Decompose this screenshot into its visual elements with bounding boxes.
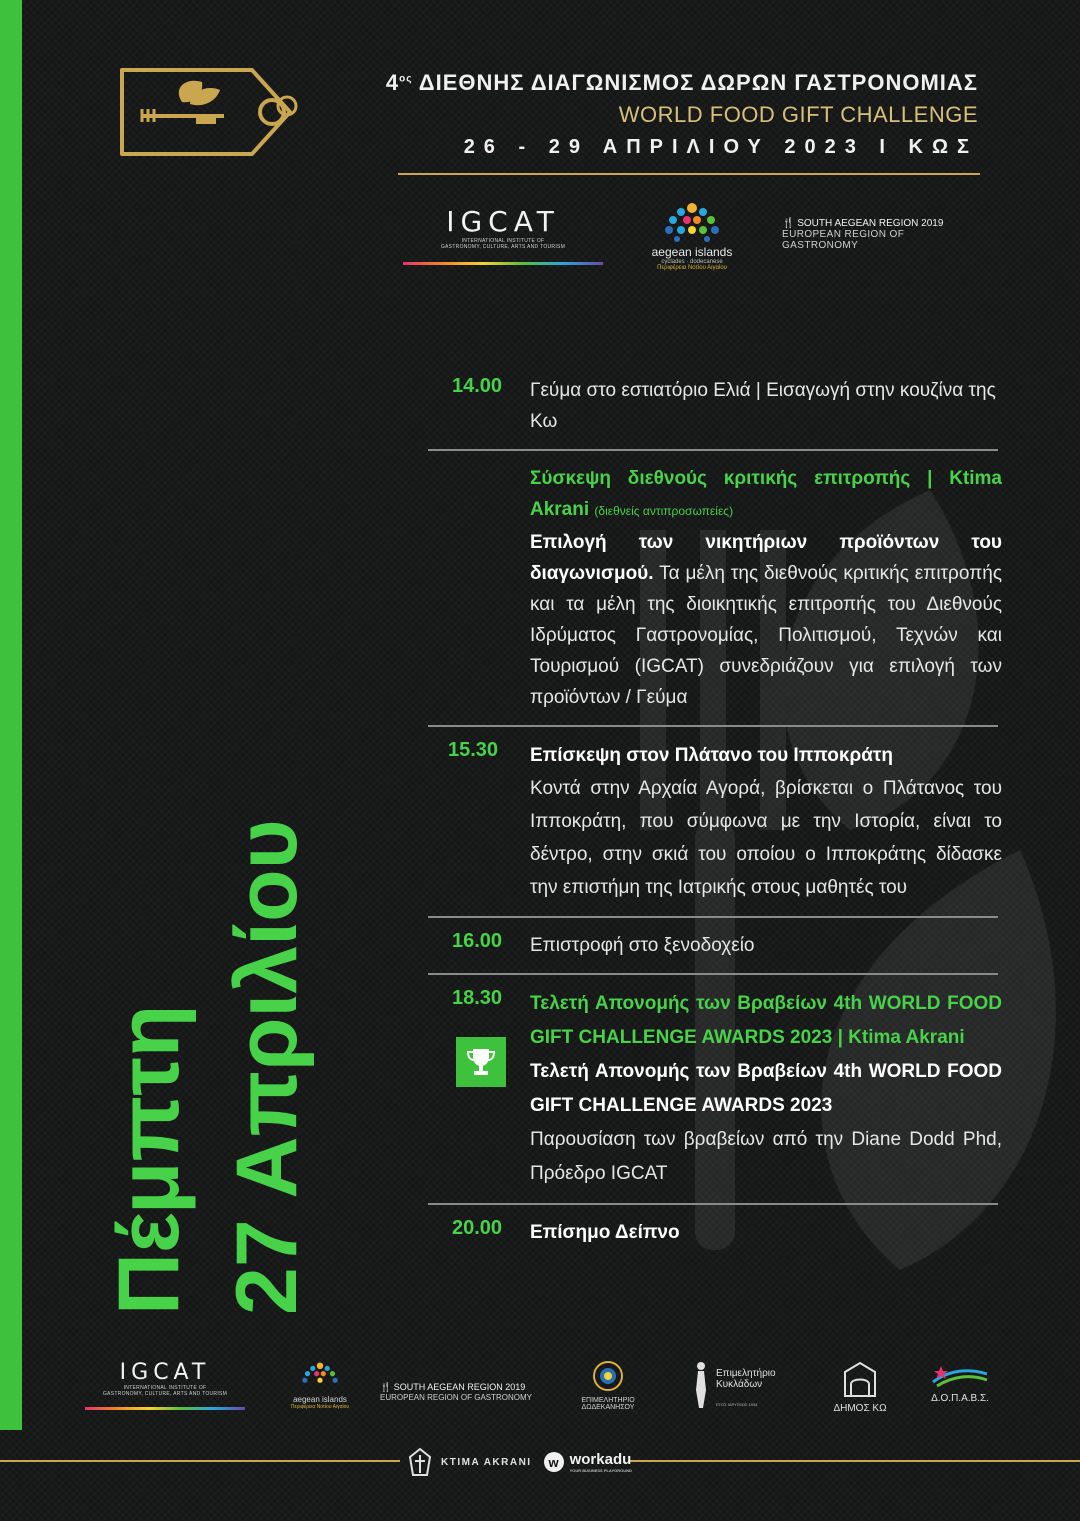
gift-tag-logo-icon — [112, 62, 302, 162]
event-subtitle: WORLD FOOD GIFT CHALLENGE — [618, 102, 978, 127]
schedule-time: 14.00 — [452, 375, 503, 397]
igcat-rainbow-stripe — [85, 1407, 245, 1410]
sponsor-logos — [405, 1447, 635, 1477]
schedule-text: Κοντά στην Αρχαία Αγορά, βρίσκεται ο Πλάτανος του Ιπποκράτη, που σύμφωνα με την Ιστορία, είναι το δέντρο, στην σκιά του οποίου ο Ιπποκράτης δίδασκε την επιστήμη της Ιατρικής στους μαθητές του — [530, 778, 1002, 898]
footer-partners — [80, 1360, 1010, 1420]
event-dates: 26 - 29 ΑΠΡΙΛΙΟΥ 2023 Ι ΚΩΣ — [463, 136, 978, 158]
statue-icon — [690, 1360, 712, 1410]
event-title: $4^{o\varsigma}$ ΔΙΕΘΝΗΣ ΔΙΑΓΩΝΙΣΜΟΣ ΔΩΡΩΝ ΓΑΣΤΡΟΝΟΜΙΑΣ — [385, 70, 978, 95]
castle-emblem-icon — [839, 1360, 881, 1398]
bottom-divider-left — [0, 1460, 400, 1462]
schedule-note: (διεθνείς αντιπροσωπείες) — [594, 504, 734, 518]
schedule-time: 16.00 — [452, 930, 503, 952]
schedule-text: Τα μέλη της διεθνούς κριτικής επιτροπής και τα μέλη της διοικητικής επιτροπής του Διεθνούς Ιδρύματος Γαστρονομίας, Πολιτισμού, Τεχνών και Τουρισμού (IGCAT) συνεδριάζουν για επιλογή των προϊόντων / Γεύμα — [530, 563, 1002, 708]
ktima-akrani-label: KTIMA AKRANI — [441, 1456, 532, 1468]
schedule-text: Επίσημο Δείπνο — [530, 1222, 680, 1243]
schedule-item — [420, 987, 1010, 1191]
schedule — [420, 375, 1010, 1248]
igcat-logo: IGCAT INTERNATIONAL INSTITUTE OF GASTRONOMY, CULTURE, ARTS AND TOURISM — [403, 205, 603, 265]
schedule-title: Τελετή Απονομής των Βραβείων 4th WORLD FOOD GIFT CHALLENGE AWARDS 2023 | Ktima Akrani — [530, 993, 1002, 1048]
schedule-bold: Τελετή Απονομής των Βραβείων 4th WORLD FOOD GIFT CHALLENGE AWARDS 2023 — [530, 1061, 1002, 1116]
schedule-divider — [428, 1203, 998, 1205]
fork-leaf-icon: 🍴 — [782, 218, 795, 229]
aegean-dots-icon — [297, 1360, 343, 1390]
schedule-divider — [428, 973, 998, 975]
aegean-islands-logo: aegean islands cyclades · dodecanese Περιφέρεια Νοτίου Αιγαίου — [642, 200, 742, 271]
footer-aegean-logo: aegean islands Περιφέρεια Νοτίου Αιγαίου — [280, 1360, 360, 1410]
footer-dimos-ko-logo: ΔΗΜΟΣ ΚΩ — [825, 1360, 895, 1414]
workadu-icon: w — [544, 1452, 564, 1472]
ktima-akrani-emblem-icon — [405, 1447, 435, 1477]
schedule-time: 20.00 — [452, 1217, 503, 1239]
header-divider — [398, 173, 980, 175]
chamber-seal-icon — [592, 1360, 624, 1392]
footer-south-aegean-logo: 🍴 SOUTH AEGEAN REGION 2019 EUROPEAN REGION OF GASTRONOMY — [380, 1382, 533, 1402]
schedule-item — [420, 930, 1010, 961]
aegean-dots-icon — [657, 200, 727, 244]
footer-epimelitirio-kykladon-logo: Επιμελητήριο Κυκλάδων ΕΤΟΣ ΙΔΡΥΣΕΩΣ 1934 — [690, 1360, 790, 1410]
star-swoosh-icon — [929, 1360, 991, 1388]
fork-leaf-icon: 🍴 — [380, 1382, 392, 1392]
schedule-time: 18.30 — [452, 987, 503, 1009]
schedule-text: Γεύμα στο εστιατόριο Ελιά | Εισαγωγή στην κουζίνα της Κω — [530, 380, 996, 432]
day-title: Πέμπτη 27 Απριλίου — [101, 819, 315, 1315]
schedule-text: Επιστροφή στο ξενοδοχείο — [530, 935, 755, 956]
schedule-divider — [428, 449, 998, 451]
footer-epimelitirio-dodekanisou-logo: ΕΠΙΜΕΛΗΤΗΡΙΟ ΔΩΔΕΚΑΝΗΣΟΥ — [568, 1360, 648, 1411]
trophy-icon — [456, 1037, 506, 1087]
schedule-item — [420, 1217, 1010, 1248]
workadu-logo: workadu YOUR BUSINESS PLAYGROUND — [569, 1451, 632, 1473]
schedule-title: Σύσκεψη διεθνούς κριτικής επιτροπής | Ktima Akrani — [530, 468, 1002, 520]
igcat-rainbow-stripe — [403, 262, 603, 265]
schedule-item — [420, 463, 1010, 713]
schedule-title: Επίσκεψη στον Πλάτανο του Ιπποκράτη — [530, 745, 893, 766]
footer-igcat-logo: IGCAT INTERNATIONAL INSTITUTE OF GASTRONOMY, CULTURE, ARTS AND TOURISM — [85, 1360, 245, 1410]
footer-dopavs-logo: Δ.Ο.Π.Α.Β.Σ. — [920, 1360, 1000, 1404]
schedule-time: 15.30 — [448, 739, 499, 761]
schedule-item — [420, 739, 1010, 904]
schedule-divider — [428, 725, 998, 727]
schedule-bold: Επιλογή των νικητήριων προϊόντων του διαγωνισμού. — [530, 532, 1002, 584]
south-aegean-region-logo: 🍴 SOUTH AEGEAN REGION 2019 EUROPEAN REGION OF GASTRONOMY — [782, 218, 944, 251]
left-accent-bar — [0, 0, 22, 1430]
schedule-text: Παρουσίαση των βραβείων από την Diane Dodd Phd, Πρόεδρο IGCAT — [530, 1129, 1002, 1184]
schedule-divider — [428, 916, 998, 918]
schedule-item — [420, 375, 1010, 437]
event-header — [386, 70, 978, 159]
bottom-divider-right — [630, 1460, 1080, 1462]
